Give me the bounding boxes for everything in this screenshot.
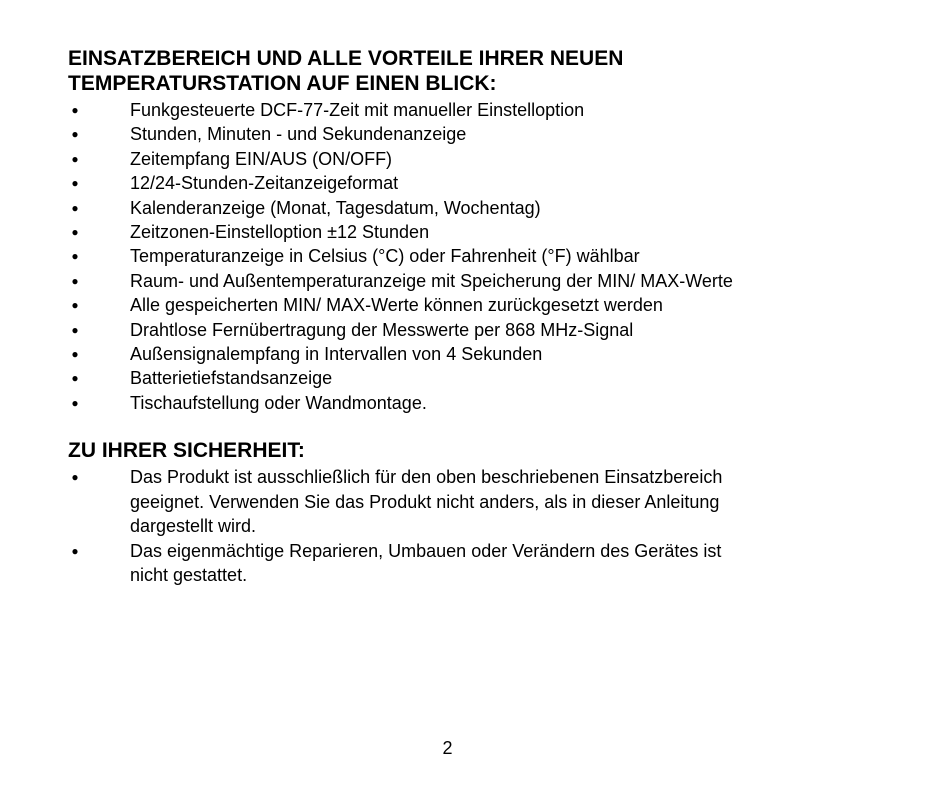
bullet-icon: ● <box>71 200 79 215</box>
list-item <box>68 391 828 415</box>
bullet-icon: ● <box>71 225 79 240</box>
page-number: 2 <box>442 738 453 758</box>
list-item-text: Zeitzonen-Einstelloption ±12 Stunden <box>130 222 430 243</box>
list-item <box>68 342 828 366</box>
safety-item-line: nicht gestattet. <box>130 564 248 585</box>
safety-item-line: geeignet. Verwenden Sie das Produkt nicht anders, als in dieser Anleitung <box>130 491 720 512</box>
list-item-text: Funkgesteuerte DCF-77-Zeit mit manueller Einstelloption <box>130 100 585 120</box>
list-item-text: 12/24-Stunden-Zeitanzeigeformat <box>130 173 399 194</box>
list-item <box>68 244 828 268</box>
bullet-icon: ● <box>71 103 79 117</box>
safety-item-line: dargestellt wird. <box>130 516 257 537</box>
safety-item-line: Das Produkt ist ausschließlich für den oben beschriebenen Einsatzbereich <box>130 467 723 488</box>
safety-heading: ZU IHRER SICHERHEIT: <box>68 439 305 463</box>
list-item-text: Tischaufstellung oder Wandmontage. <box>130 392 427 413</box>
list-item-text: Drahtlose Fernübertragung der Messwerte per 868 MHz-Signal <box>130 319 634 340</box>
list-item <box>68 465 828 538</box>
list-item <box>68 171 828 195</box>
list-item <box>68 220 828 244</box>
bullet-icon: ● <box>71 322 79 337</box>
features-heading <box>68 46 828 96</box>
list-item-text: Temperaturanzeige in Celsius (°C) oder Fahrenheit (°F) wählbar <box>130 246 640 267</box>
list-item <box>68 196 828 220</box>
bullet-icon: ● <box>71 470 79 485</box>
bullet-icon: ● <box>71 395 79 410</box>
list-item-text: Raum- und Außentemperaturanzeige mit Speicherung der MIN/ MAX-Werte <box>130 270 733 291</box>
list-item-text: Kalenderanzeige (Monat, Tagesdatum, Wochentag) <box>130 197 541 218</box>
list-item-text: Stunden, Minuten - und Sekundenanzeige <box>130 124 467 145</box>
bullet-icon: ● <box>71 298 79 313</box>
list-item <box>68 366 828 390</box>
list-item-text: Außensignalempfang in Intervallen von 4 Sekunden <box>130 344 543 365</box>
features-heading-line2: TEMPERATURSTATION AUF EINEN BLICK: <box>68 72 497 95</box>
bullet-icon: ● <box>71 176 79 191</box>
bullet-icon: ● <box>71 273 79 288</box>
document-page <box>68 46 828 587</box>
safety-list <box>68 465 828 587</box>
list-item-text: Batterietiefstandsanzeige <box>130 368 333 389</box>
bullet-icon: ● <box>71 543 79 558</box>
list-item-text: Zeitempfang EIN/AUS (ON/OFF) <box>130 148 393 169</box>
list-item <box>68 293 828 317</box>
bullet-icon: ● <box>71 127 79 142</box>
list-item <box>68 147 828 171</box>
bullet-icon: ● <box>71 347 79 362</box>
safety-item-line: Das eigenmächtige Reparieren, Umbauen oder Verändern des Gerätes ist <box>130 540 722 561</box>
bullet-icon: ● <box>71 151 79 166</box>
features-heading-line1: EINSATZBEREICH UND ALLE VORTEILE IHRER NEUEN <box>68 47 624 70</box>
section-spacer <box>68 415 828 438</box>
list-item <box>68 269 828 293</box>
list-item-text: Alle gespeicherten MIN/ MAX-Werte können zurückgesetzt werden <box>130 295 663 316</box>
list-item <box>68 122 828 146</box>
list-item <box>68 539 828 588</box>
bullet-icon: ● <box>71 371 79 386</box>
list-item <box>68 98 828 122</box>
bullet-icon: ● <box>71 249 79 264</box>
features-list <box>68 98 828 415</box>
list-item <box>68 318 828 342</box>
